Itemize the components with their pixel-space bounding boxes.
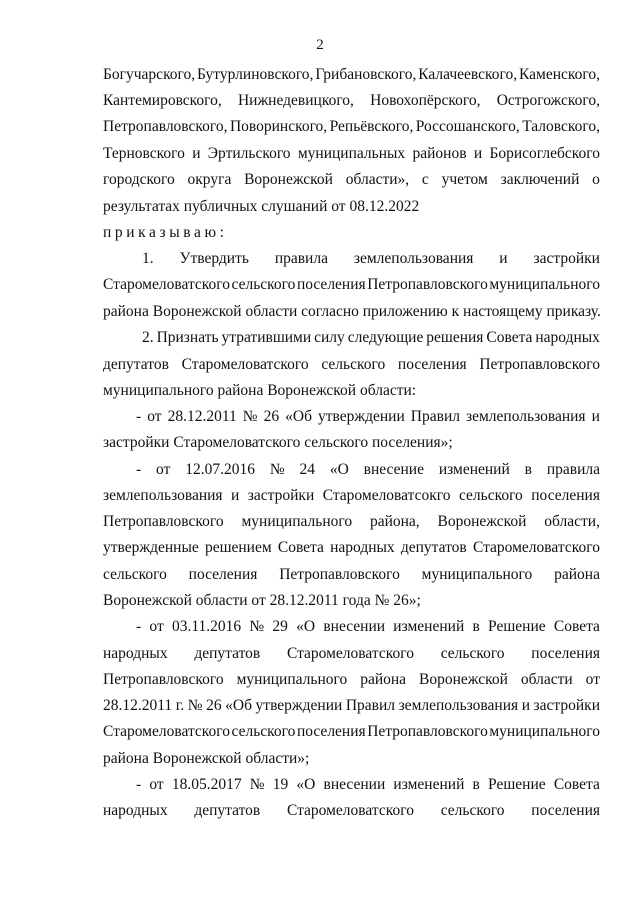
text-line: 28.12.2011 г. № 26 «Об утверждении Правил землепользования и застройки <box>103 697 600 714</box>
text-line: застройки Старомеловатского сельского поселения»; <box>103 434 453 451</box>
text-line: - от 28.12.2011 № 26 «Об утверждении Правил землепользования и <box>136 408 600 425</box>
text-line: Терновского и Эртильского муниципальных районов и Борисоглебского <box>103 145 600 162</box>
text-line: землепользования и застройки Старомеловатсокго сельского поселения <box>103 487 600 504</box>
text-line: 1. Утвердить правила землепользования и застройки <box>142 250 600 267</box>
text-line: Старомеловатского сельского поселения Петропавловского муниципального <box>103 723 600 740</box>
text-line: Воронежской области от 28.12.2011 года № 26»; <box>103 592 421 609</box>
text-line: Петропавловского муниципального района Воронежской области от <box>103 671 600 688</box>
text-line: результатах публичных слушаний от 08.12.2022 <box>103 198 420 215</box>
text-line: - от 18.05.2017 № 19 «О внесении изменений в Решение Совета <box>136 776 600 793</box>
text-line: приказываю: <box>103 224 228 241</box>
text-line: - от 03.11.2016 № 29 «О внесении изменений в Решение Совета <box>136 618 600 635</box>
text-line: Кантемировского, Нижнедевицкого, Новохопёрского, Острогожского, <box>103 92 600 109</box>
text-line: - от 12.07.2016 № 24 «О внесение изменений в правила <box>136 461 600 478</box>
text-line: 2. Признать утратившими силу следующие решения Совета народных <box>142 329 600 346</box>
text-line: Старомеловатского сельского поселения Петропавловского муниципального <box>103 276 600 293</box>
text-line: муниципального района Воронежской области: <box>103 382 417 399</box>
text-line: депутатов Старомеловатского сельского поселения Петропавловского <box>103 356 600 373</box>
text-line: района Воронежской области согласно приложению к настоящему приказу. <box>103 303 601 320</box>
text-line: утвержденные решением Совета народных депутатов Старомеловатского <box>103 539 600 556</box>
text-line: Богучарского, Бутурлиновского, Грибановского, Калачеевского, Каменского, <box>103 66 600 83</box>
text-line: городского округа Воронежской области», с учетом заключений о <box>103 171 600 188</box>
text-line: Петропавловского муниципального района, Воронежской области, <box>103 513 600 530</box>
text-line: Петропавловского, Поворинского, Репьёвского, Россошанского, Таловского, <box>103 118 600 135</box>
text-line: народных депутатов Старомеловатского сельского поселения <box>103 645 600 662</box>
page-number: 2 <box>316 37 324 53</box>
text-line: района Воронежской области»; <box>103 750 310 767</box>
text-line: сельского поселения Петропавловского муниципального района <box>103 566 600 583</box>
text-line: народных депутатов Старомеловатского сельского поселения <box>103 802 600 819</box>
